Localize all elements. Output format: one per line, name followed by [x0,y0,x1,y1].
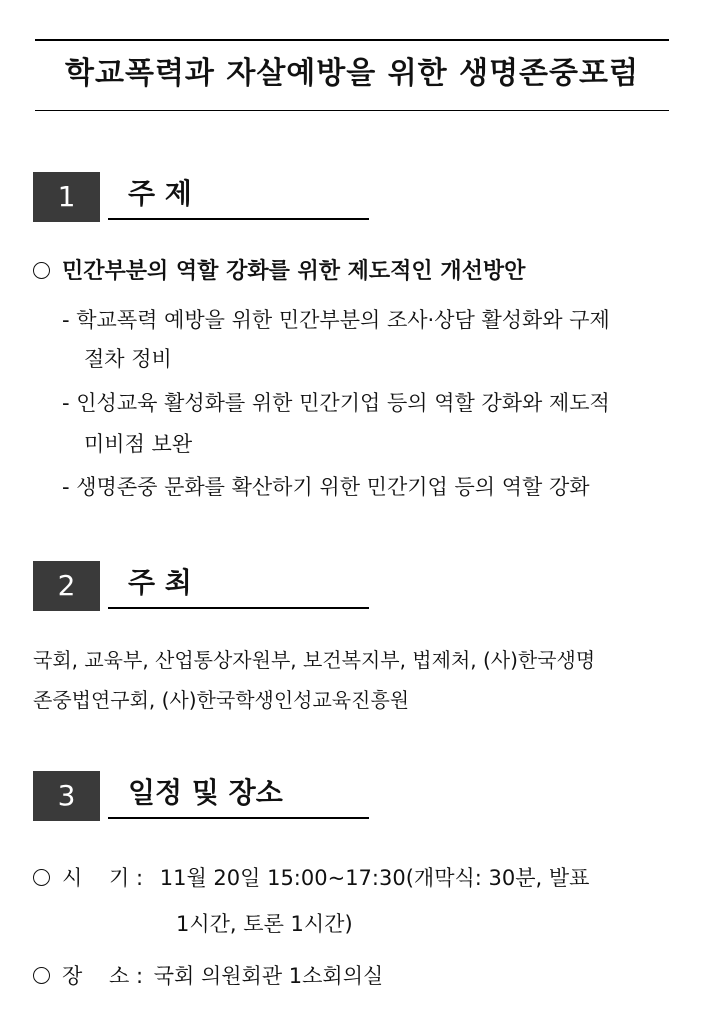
topic-item-2-line-2: 미비점 보완 [84,432,193,456]
circle-bullet-icon [33,869,50,886]
section-underline [108,817,369,819]
section-underline [108,607,369,609]
topic-heading-text: 민간부분의 역할 강화를 위한 제도적인 개선방안 [62,259,526,284]
schedule-time-line-1 [33,864,589,892]
schedule-time-line-2: 1시간, 토론 1시간) [176,912,353,936]
topic-item-1-line-2: 절차 정비 [84,347,172,371]
topic-item-1-line-1 [62,306,668,334]
topic-item-2-line-1 [62,389,668,417]
schedule-time-key: 시 기 : [62,866,144,890]
host-line-2: 존중법연구회, (사)한국학생인성교육진흥원 [33,688,410,712]
schedule-place-key: 장 소 : [62,964,144,988]
section-number: 2 [33,561,100,611]
section-underline [108,218,369,220]
schedule-time-value: 11월 20일 15:00~17:30(개막식: 30분, 발표 [159,866,590,890]
topic-heading [33,258,525,286]
top-rule [35,39,669,41]
topic-item-text: - 인성교육 활성화를 위한 민간기업 등의 역할 강화와 제도적 [62,391,610,415]
topic-item-text: - 학교폭력 예방을 위한 민간부분의 조사·상담 활성화와 구제 [62,308,610,332]
section-label: 주 제 [128,177,192,210]
section-number: 1 [33,172,100,222]
circle-bullet-icon [33,262,50,279]
section-label: 주 최 [128,566,192,599]
section-number: 3 [33,771,100,821]
topic-item-3: - 생명존중 문화를 확산하기 위한 민간기업 등의 역할 강화 [62,475,590,499]
section-label: 일정 및 장소 [128,776,283,809]
circle-bullet-icon [33,967,50,984]
bottom-rule [35,110,669,111]
page-title: 학교폭력과 자살예방을 위한 생명존중포럼 [65,56,639,91]
schedule-place [33,962,383,990]
schedule-place-value: 국회 의원회관 1소회의실 [153,964,384,988]
host-line-1: 국회, 교육부, 산업통상자원부, 보건복지부, 법제처, (사)한국생명 [33,648,596,672]
